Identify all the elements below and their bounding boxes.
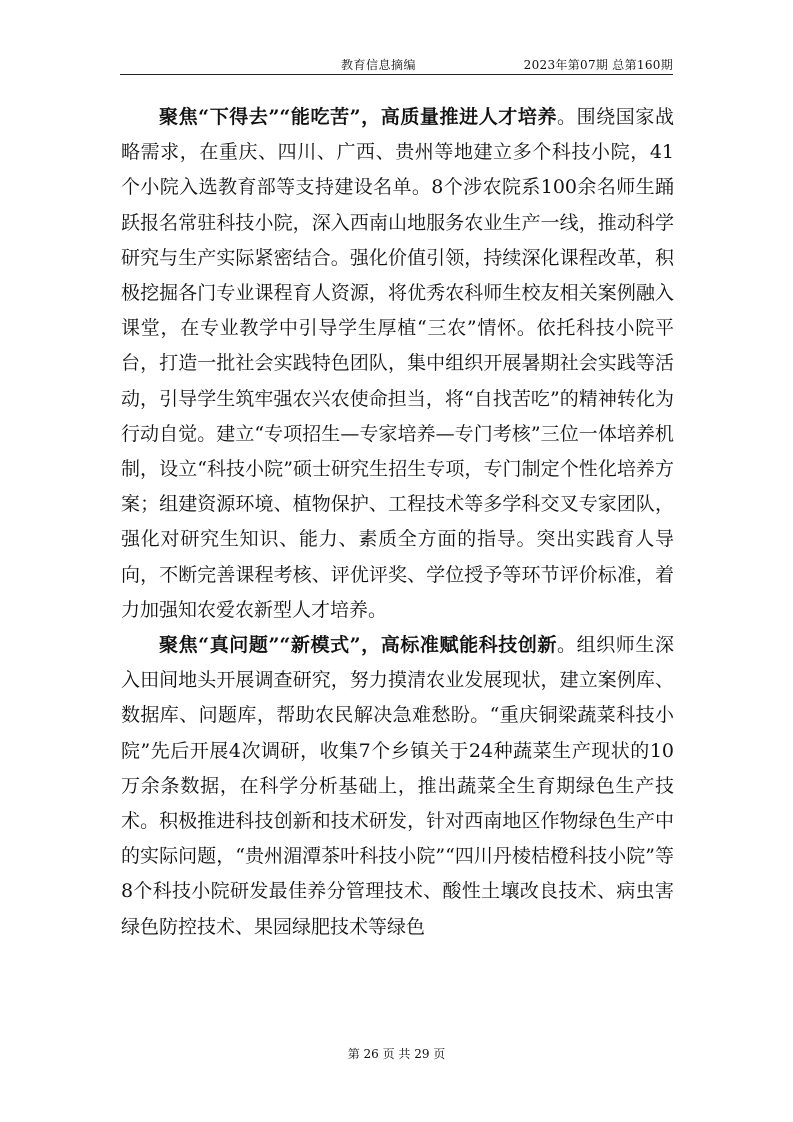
issue-info: 2023年第07期 总第160期 [523, 58, 673, 72]
publication-name: 教育信息摘编 [341, 58, 417, 72]
paragraph-heading: 聚焦“下得去”“能吃苦”，高质量推进人才培养 [159, 106, 558, 128]
paragraph-text: 。组织师生深入田间地头开展调查研究，努力摸清农业发展现状，建立案例库、数据库、问题库，帮助农民解决急难愁盼。“重庆铜梁蔬菜科技小院”先后开展4次调研，收集7个乡镇关于24种蔬菜生产现状的10万余条数据，在科学分析基础上，推出蔬菜全生育期绿色生产技术。积极推进科技创新和技术研发，针对西南地区作物绿色生产中的实际问题，“贵州湄潭茶叶科技小院”“四川丹棱桔橙科技小院”等8个科技小院研发最佳养分管理技术、酸性土壤改良技术、病虫害绿色防控技术、果园绿肥技术等绿色 [121, 634, 674, 938]
paragraph-heading: 聚焦“真问题”“新模式”，高标准赋能科技创新 [159, 634, 558, 657]
paragraph-talent-cultivation [121, 100, 674, 628]
paragraph-text: 。围绕国家战略需求，在重庆、四川、广西、贵州等地建立多个科技小院，41个小院入选教育部等支持建设名单。8个涉农院系100余名师生踊跃报名常驻科技小院，深入西南山地服务农业生产一线，推动科学研究与生产实际紧密结合。强化价值引领，持续深化课程改革，积极挖掘各门专业课程育人资源，将优秀农科师生校友相关案例融入课堂，在专业教学中引导学生厚植“三农”情怀。依托科技小院平台，打造一批社会实践特色团队，集中组织开展暑期社会实践等活动，引导学生筑牢强农兴农使命担当，将“自找苦吃”的精神转化为行动自觉。建立“专项招生—专家培养—专门考核”三位一体培养机制，设立“科技小院”硕士研究生招生专项，专门制定个性化培养方案；组建资源环境、植物保护、工程技术等多学科交叉专家团队，强化对研究生知识、能力、素质全方面的指导。突出实践育人导向，不断完善课程考核、评优评奖、学位授予等环节评价标准，着力加强知农爱农新型人才培养。 [121, 106, 674, 621]
page-footer [0, 1045, 793, 1062]
page-header [120, 50, 673, 75]
paragraph-tech-innovation [121, 628, 674, 945]
page-number: 第 26 页 共 29 页 [347, 1047, 446, 1061]
article-body [121, 100, 674, 945]
